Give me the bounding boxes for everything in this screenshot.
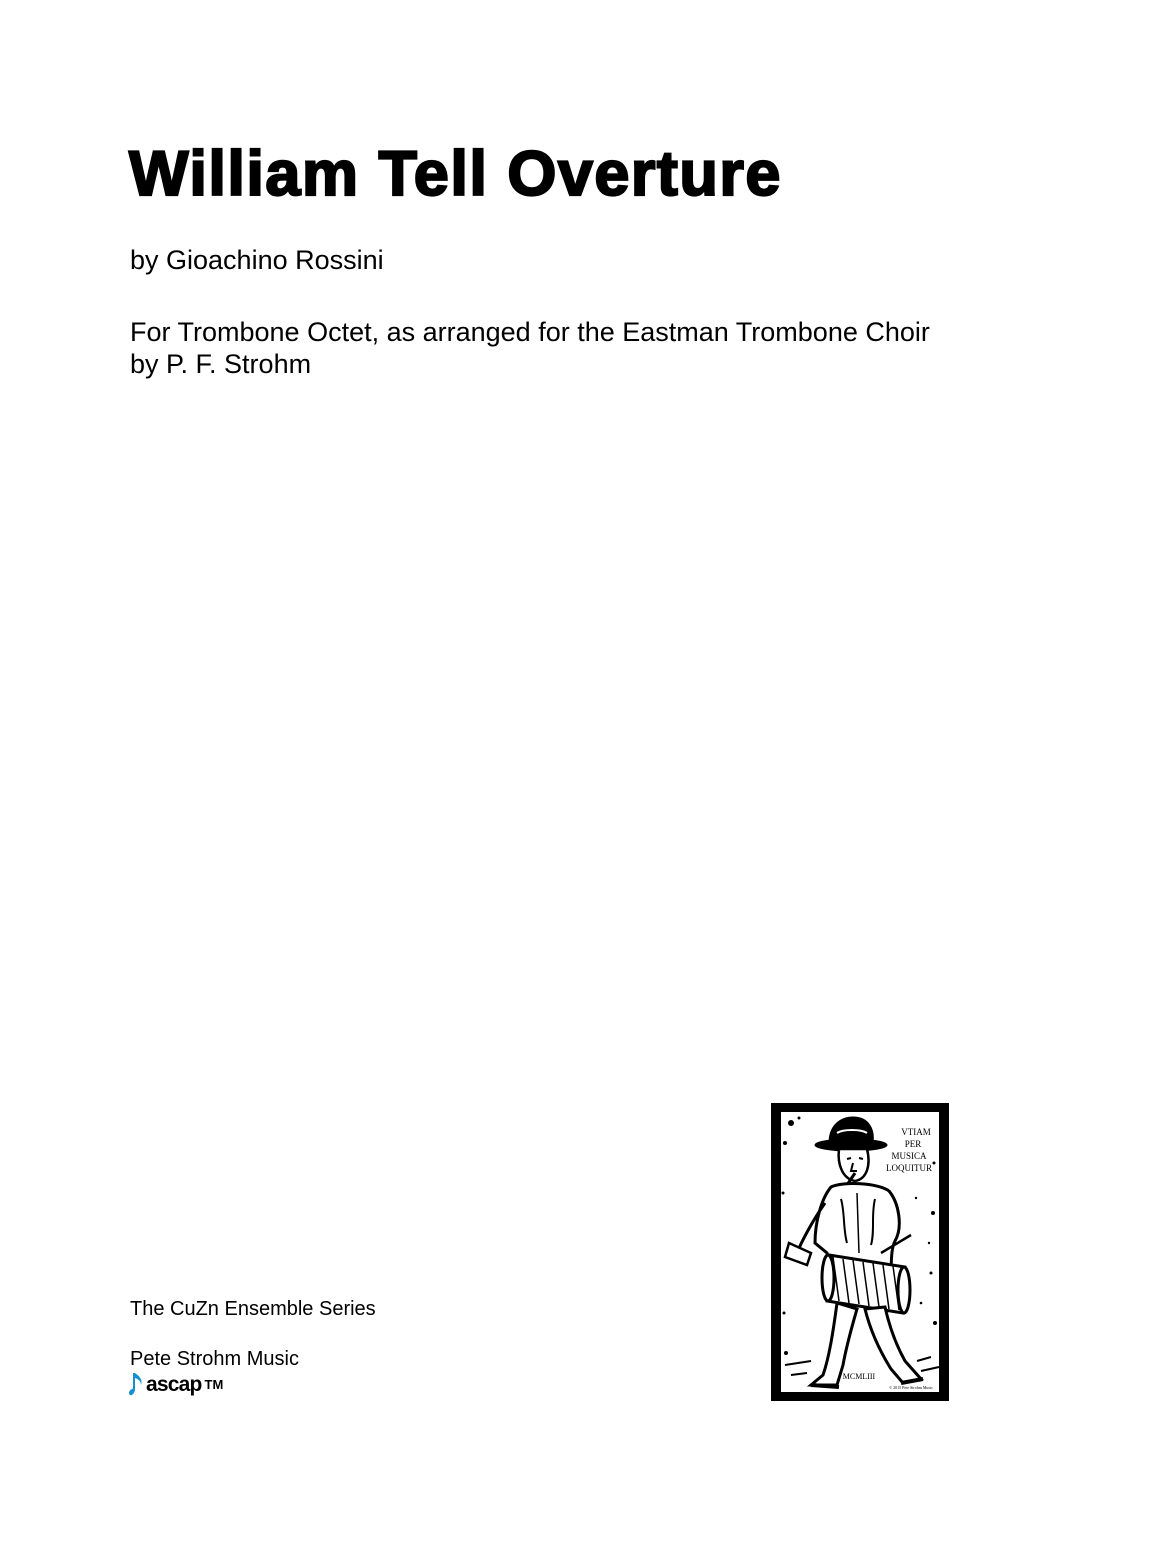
- trademark-symbol: TM: [204, 1377, 224, 1392]
- series-name: The CuZn Ensemble Series: [130, 1298, 376, 1320]
- woodcut-date: MCMLIII: [842, 1372, 876, 1381]
- ascap-wordmark: ascap: [146, 1373, 202, 1396]
- arrangement-line-1: For Trombone Octet, as arranged for the Eastman Trombone Choir: [130, 317, 930, 347]
- music-note-icon: [129, 1371, 145, 1399]
- ascap-logo: [129, 1371, 223, 1399]
- publisher-name: Pete Strohm Music: [130, 1348, 299, 1370]
- motto-line: MUSICA: [891, 1151, 927, 1161]
- woodcut-drummer-image: [771, 1103, 949, 1401]
- composer-credit: by Gioachino Rossini: [130, 245, 384, 275]
- motto-line: PER: [904, 1139, 922, 1149]
- woodcut-copyright: © 2015 Pete Strohm Music: [889, 1385, 933, 1390]
- arrangement-note: [130, 316, 930, 380]
- motto-line: VTIAM: [901, 1127, 931, 1137]
- arrangement-line-2: by P. F. Strohm: [130, 349, 312, 379]
- motto-line: LOQUITUR: [886, 1163, 932, 1173]
- piece-title: William Tell Overture: [129, 139, 782, 209]
